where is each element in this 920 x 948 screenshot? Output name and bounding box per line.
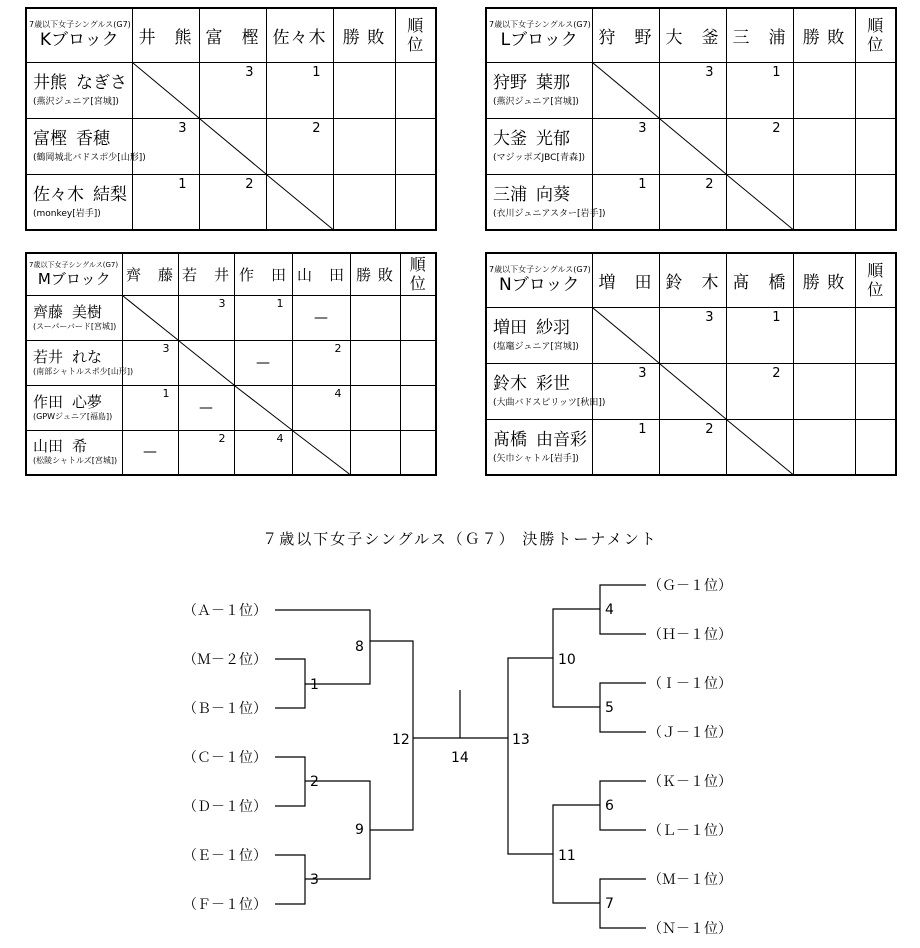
match-number: 5 [605, 700, 614, 716]
score: 3 [638, 365, 647, 381]
score: 3 [218, 296, 226, 310]
block-label: Kブロック [39, 30, 119, 51]
dash: — [199, 399, 213, 416]
dash: — [314, 309, 328, 326]
col-header: 作 田 [234, 253, 292, 295]
win-loss-header: 勝 敗 [793, 253, 855, 307]
player-surname: 狩野 [493, 73, 527, 93]
win-loss-header: 勝 敗 [793, 8, 855, 62]
left-slots [183, 603, 267, 913]
score: 2 [705, 421, 714, 437]
col-header: 大 釜 [659, 8, 726, 62]
player-club: (塩竈ジュニア[宮城]) [493, 342, 579, 352]
col-header: 井 熊 [132, 8, 199, 62]
block-title: 7歳以下女子シングルス(G7) [489, 20, 591, 30]
player-club: (GPWジュニア[福島]) [33, 411, 113, 421]
slot-label: （Ｆ－１位） [183, 897, 267, 913]
slot-label: （Ａ－１位） [183, 603, 267, 619]
player-given: 心夢 [72, 392, 103, 411]
rank-header-2: 位 [407, 35, 424, 55]
rank-header-2: 位 [867, 35, 884, 55]
block-label: Lブロック [500, 30, 578, 51]
score: 2 [218, 431, 226, 445]
player-surname: 大釜 [493, 129, 527, 149]
slot-label: （Ｍ－１位） [648, 872, 732, 888]
score: 2 [334, 341, 342, 355]
match-number: 6 [605, 798, 614, 814]
col-header: 増 田 [592, 253, 659, 307]
dash: — [143, 444, 157, 461]
score: 3 [705, 64, 714, 80]
score: 3 [638, 120, 647, 136]
block-label: Mブロック [37, 270, 111, 289]
player-surname: 富樫 [33, 129, 67, 149]
player-club: (monkey[岩手]) [33, 208, 101, 219]
block-title: 7歳以下女子シングルス(G7) [29, 261, 119, 270]
player-surname: 齊藤 [33, 302, 64, 321]
bracket-line-a [275, 610, 370, 641]
slot-label: （Ｍ－２位） [183, 652, 267, 668]
slot-label: （Ｌ－１位） [648, 823, 732, 839]
slot-label: （Ｎ－１位） [648, 921, 732, 937]
slot-label: （Ｅ－１位） [183, 848, 267, 864]
score: 4 [276, 431, 284, 445]
score: 1 [276, 296, 284, 310]
player-club: (矢巾シャトル[岩手]) [493, 453, 579, 464]
player-surname: 作田 [33, 392, 64, 411]
rank-header-1: 順 [407, 16, 424, 36]
player-given: れな [72, 347, 103, 366]
match-numbers [310, 602, 614, 912]
player-club: (松陵シャトルズ[宮城]) [33, 456, 118, 466]
score: 3 [245, 64, 254, 80]
player-given: 紗羽 [536, 318, 570, 338]
score: 1 [178, 176, 187, 192]
win-loss-header: 勝 敗 [333, 8, 395, 62]
bracket-line-e [275, 855, 305, 904]
player-surname: 井熊 [33, 73, 67, 93]
player-surname: 髙橋 [493, 429, 527, 450]
col-header: 髙 橋 [726, 253, 793, 307]
player-given: 美樹 [72, 302, 103, 321]
col-header: 狩 野 [592, 8, 659, 62]
score: 1 [772, 309, 781, 325]
dash: — [256, 354, 270, 371]
match-number: 7 [605, 896, 614, 912]
rank-header-1: 順 [867, 261, 884, 281]
player-given: 向葵 [536, 184, 570, 205]
block-label: Nブロック [499, 275, 580, 296]
player-surname: 山田 [33, 437, 64, 456]
player-club: (衣川ジュニアスター[岩手]) [493, 208, 606, 219]
slot-label: （Ｂ－１位） [183, 701, 267, 717]
rank-header-2: 位 [867, 280, 884, 300]
score: 1 [162, 386, 170, 400]
slot-label: （Ｉ－１位） [648, 676, 732, 692]
rank-header-1: 順 [409, 255, 426, 275]
col-header: 齊 藤 [122, 253, 178, 295]
slot-label: （Ｇ－１位） [648, 578, 732, 594]
rank-header-2: 位 [409, 274, 426, 294]
score: 1 [638, 176, 647, 192]
score: 2 [772, 120, 781, 136]
col-header: 三 浦 [726, 8, 793, 62]
bracket-line-8 [305, 641, 413, 738]
rank-header-1: 順 [867, 16, 884, 36]
score: 3 [705, 309, 714, 325]
win-loss-header: 勝 敗 [350, 253, 400, 295]
match-number: 4 [605, 602, 614, 618]
score: 1 [772, 64, 781, 80]
player-given: なぎさ [76, 73, 127, 93]
match-number: 10 [558, 652, 576, 668]
bracket-line-m1 [275, 659, 305, 708]
player-surname: 佐々木 [33, 184, 84, 205]
score: 2 [705, 176, 714, 192]
player-club: (大曲バドスピリッツ[秋田]) [493, 398, 606, 408]
player-given: 葉那 [536, 73, 570, 93]
slot-label: （Ｋ－１位） [648, 774, 732, 790]
player-surname: 三浦 [493, 184, 527, 205]
col-header: 若 井 [178, 253, 234, 295]
match-number: 9 [355, 822, 364, 838]
col-header: 山 田 [292, 253, 350, 295]
match-number: 3 [310, 872, 319, 888]
player-surname: 若井 [33, 347, 64, 366]
player-club: (スーパーバード[宮城]) [33, 321, 117, 331]
player-given: 彩世 [536, 374, 570, 394]
match-number: 8 [355, 639, 364, 655]
match-number: 1 [310, 677, 319, 693]
score: 1 [312, 64, 321, 80]
player-surname: 鈴木 [493, 374, 527, 394]
match-number: 2 [310, 774, 319, 790]
score: 3 [178, 120, 187, 136]
tournament-title: ７歳以下女子シングルス（Ｇ７） 決勝トーナメント [262, 530, 658, 548]
col-header: 富 樫 [199, 8, 266, 62]
col-header: 鈴 木 [659, 253, 726, 307]
player-club: (燕沢ジュニア[宮城]) [493, 97, 579, 107]
player-club: (マジッポズJBC[青森]) [493, 153, 585, 163]
score: 3 [162, 341, 170, 355]
player-given: 由音彩 [536, 429, 587, 450]
block-title: 7歳以下女子シングルス(G7) [489, 265, 591, 275]
player-club: (鶴岡城北バドスポ少[山形]) [33, 153, 146, 163]
player-given: 香穂 [76, 129, 110, 149]
slot-label: （Ｃ－１位） [183, 750, 267, 766]
player-surname: 増田 [493, 318, 527, 338]
match-number: 14 [451, 750, 469, 766]
match-number: 11 [558, 848, 576, 864]
score: 2 [312, 120, 321, 136]
bracket-line-c [275, 757, 305, 806]
bracket-line-13 [508, 658, 553, 854]
match-number: 12 [392, 732, 410, 748]
bracket-line-9b [370, 738, 413, 830]
slot-label: （Ｈ－１位） [648, 627, 732, 643]
score: 2 [245, 176, 254, 192]
player-club: (燕沢ジュニア[宮城]) [33, 97, 119, 107]
score: 4 [334, 386, 342, 400]
slot-label: （Ｊ－１位） [648, 725, 732, 741]
player-club: (南部シャトルスポ少[山形]) [33, 366, 134, 376]
score: 2 [772, 365, 781, 381]
player-given: 希 [72, 437, 88, 456]
player-given: 結梨 [93, 184, 127, 205]
player-given: 光郁 [536, 129, 570, 149]
slot-label: （Ｄ－１位） [183, 799, 267, 815]
score: 1 [638, 421, 647, 437]
col-header: 佐々木 [266, 8, 333, 62]
match-number: 13 [512, 732, 530, 748]
block-title: 7歳以下女子シングルス(G7) [29, 20, 131, 30]
right-slots [648, 578, 732, 937]
